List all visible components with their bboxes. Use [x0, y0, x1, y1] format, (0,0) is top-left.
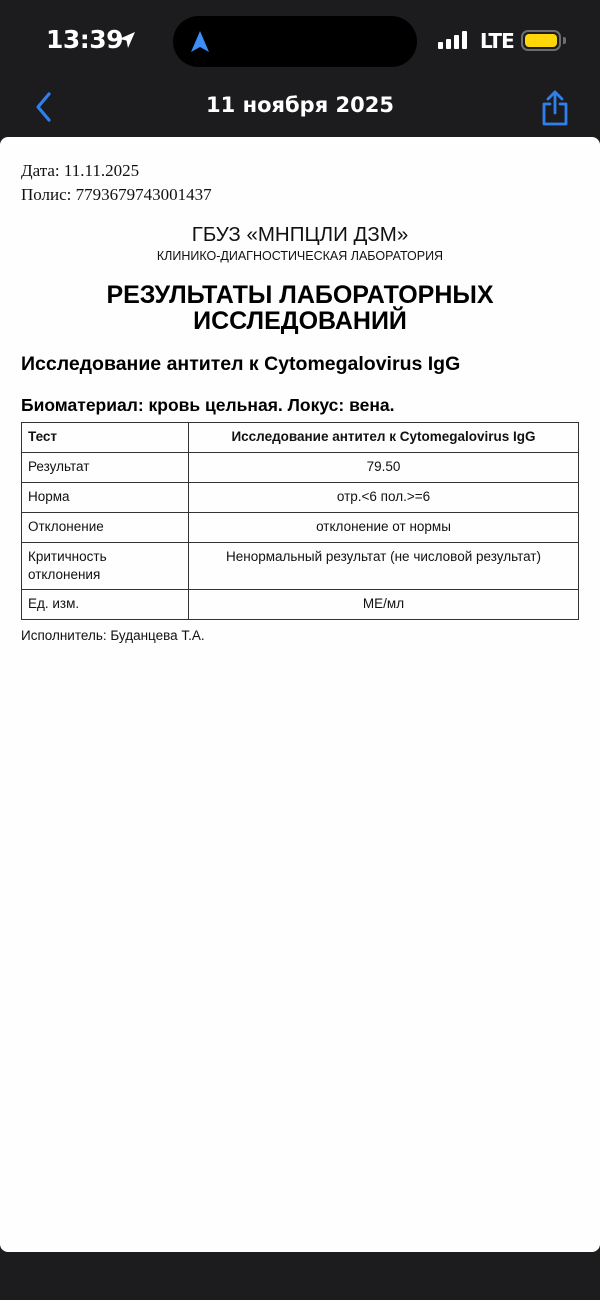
organization-subtitle: КЛИНИКО-ДИАГНОСТИЧЕСКАЯ ЛАБОРАТОРИЯ — [156, 249, 444, 263]
document-viewer[interactable] — [0, 137, 600, 1252]
row-label: Результат — [22, 453, 189, 483]
row-label: Критичность отклонения — [22, 543, 189, 590]
page-title: 11 ноября 2025 — [206, 93, 394, 117]
row-value: 79.50 — [189, 453, 579, 483]
organization-name: ГБУЗ «МНПЦЛИ ДЗМ» — [191, 223, 409, 246]
cellular-signal-icon — [438, 31, 467, 49]
table-header-label: Тест — [22, 423, 189, 453]
row-label: Ед. изм. — [22, 590, 189, 620]
dynamic-island — [173, 16, 417, 67]
document-title-line-2: ИССЛЕДОВАНИЙ — [193, 307, 407, 335]
table-header-row — [22, 423, 579, 453]
document-title-line-1: РЕЗУЛЬТАТЫ ЛАБОРАТОРНЫХ — [106, 281, 494, 309]
status-bar — [0, 0, 600, 80]
table-row — [22, 513, 579, 543]
table-row — [22, 590, 579, 620]
row-value: отклонение от нормы — [189, 513, 579, 543]
table-row — [22, 543, 579, 590]
navigation-arrow-icon — [190, 30, 210, 54]
document-meta — [21, 159, 212, 207]
row-value: Ненормальный результат (не числовой результат) — [189, 543, 579, 590]
row-value: отр.<6 пол.>=6 — [189, 483, 579, 513]
study-title: Исследование антител к Cytomegalovirus IgG — [21, 353, 461, 375]
battery-level — [525, 34, 557, 47]
row-value: МЕ/мл — [189, 590, 579, 620]
results-table — [21, 422, 579, 620]
biomaterial-line: Биоматериал: кровь цельная. Локус: вена. — [21, 395, 395, 415]
navigation-bar — [0, 80, 600, 136]
row-label: Отклонение — [22, 513, 189, 543]
document-title — [0, 282, 600, 334]
battery-tip — [563, 37, 566, 44]
table-row — [22, 453, 579, 483]
network-type: LTE — [480, 29, 514, 53]
share-icon — [539, 88, 571, 128]
date-line: Дата: 11.11.2025 — [21, 161, 140, 180]
battery-icon — [521, 30, 561, 51]
table-row — [22, 483, 579, 513]
status-time: 13:39 — [46, 25, 124, 54]
location-arrow-icon — [117, 30, 137, 50]
executor-line: Исполнитель: Буданцева Т.А. — [21, 628, 205, 643]
policy-line: Полис: 7793679743001437 — [21, 185, 212, 204]
share-button[interactable] — [539, 88, 571, 128]
table-header-value: Исследование антител к Cytomegalovirus IgG — [189, 423, 579, 453]
row-label: Норма — [22, 483, 189, 513]
